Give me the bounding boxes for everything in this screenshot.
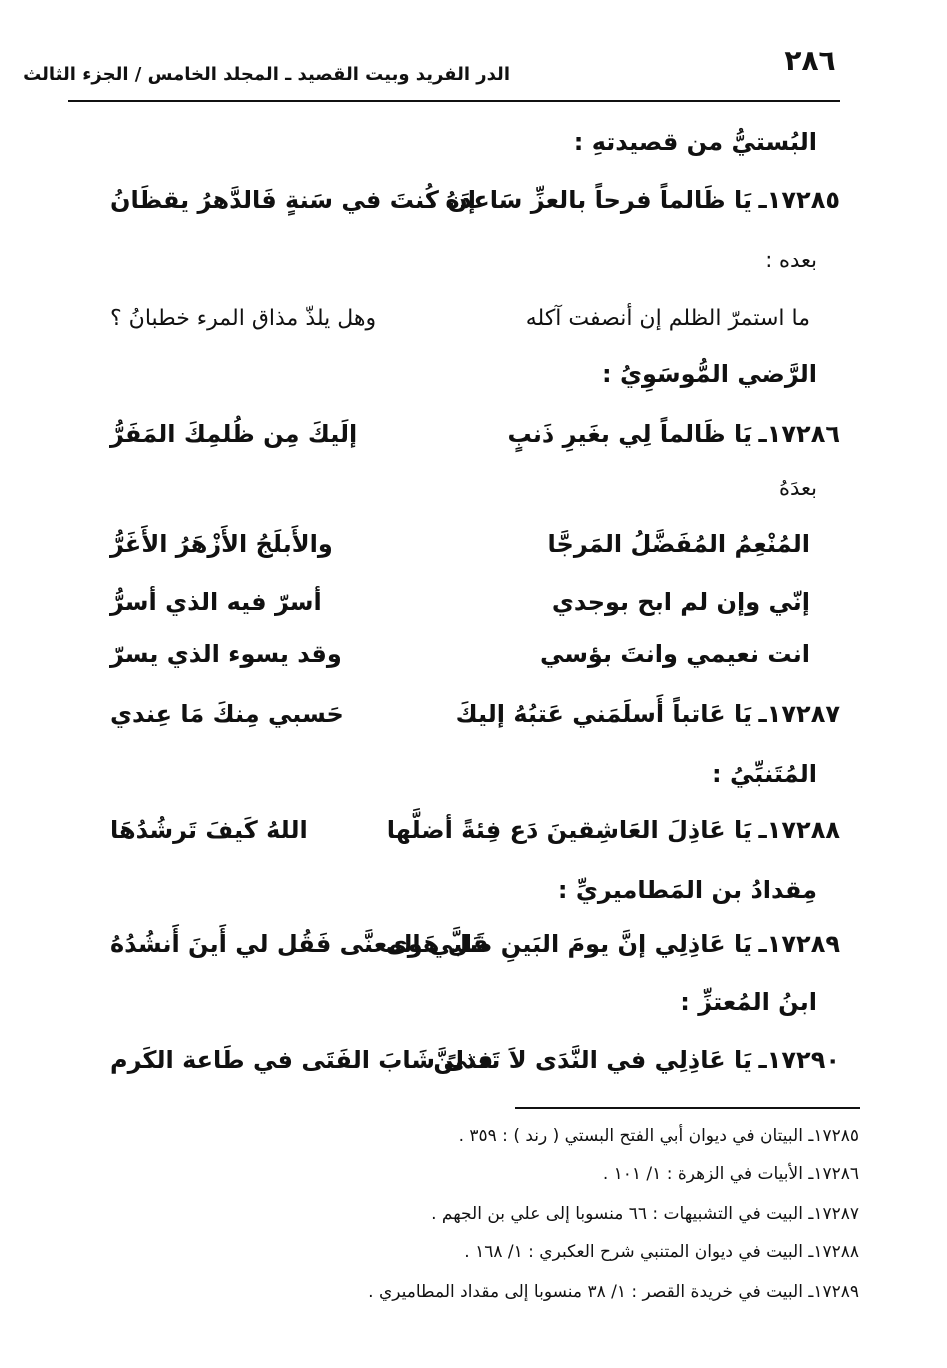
verse-17287	[100, 700, 840, 740]
verse-number: ١٧٢٨٩ـ	[758, 930, 840, 958]
footnote-rule	[515, 1107, 860, 1109]
verse-second-hemistich: إلَيكَ مِن ظُلمِكَ المَفَرُّ	[110, 420, 358, 448]
verse-first-hemistich: انت نعيمي وانتَ بؤسي	[540, 640, 810, 668]
page-number: ٢٨٦	[784, 44, 836, 77]
running-title: الدر الفريد وبيت القصيد ـ المجلد الخامس / الجزء الثالث	[23, 64, 510, 85]
verse-second-hemistich: أسرّ فيه الذي أسرُّ	[110, 588, 322, 616]
verse-second-hemistich: حَسبي مِنكَ مَا عِندي	[110, 700, 344, 728]
poet-intro-ibn-mutazz: ابنُ المُعتزِّ :	[680, 988, 817, 1016]
poet-intro-radi: الرَّضي المُّوسَوِيُ :	[602, 360, 817, 388]
verse-number: ١٧٢٨٥ـ	[758, 186, 840, 214]
verse-first-hemistich: يَا عَاتباً أَسلَمَني عَتبُهُ إليكَ	[455, 700, 752, 728]
verse-17286-line-2	[100, 530, 840, 570]
verse-number: ١٧٢٨٨ـ	[758, 816, 840, 844]
verse-first-hemistich: يَا عَاذِلِي إنَّ يومَ البَينِ ضَلَّ هَوى	[385, 930, 752, 958]
verse-17290	[100, 1046, 840, 1086]
verse-first-hemistich: يَا ظَالماً فرحاً بالعزِّ سَاعدَهُ	[445, 186, 752, 214]
poet-intro-busti: البُستيُّ من قصيدتهِ :	[573, 128, 817, 156]
footnote-17289: ١٧٢٨٩ـ البيت في خريدة القصر : ١/ ٣٨ منسوبا إلى مقداد المطاميري .	[368, 1282, 859, 1302]
verse-first-hemistich: يَا ظَالماً لِي بغَيرِ ذَنبٍ	[507, 420, 752, 448]
poet-intro-miqdad: مِقدادُ بن المَطاميريِّ :	[557, 876, 817, 904]
verse-first-hemistich: ما استمرّ الظلم إن أنصفت آكله	[525, 306, 810, 331]
verse-second-hemistich: إن كُنتَ في سَنةٍ فَالدَّهرُ يقظَانُ	[110, 186, 476, 214]
verse-second-hemistich: قَلبي المعنَّى فَقُل لي أَينَ أَنشُدُهُ	[110, 930, 489, 958]
verse-17285	[100, 186, 840, 226]
verse-number: ١٧٢٩٠ـ	[758, 1046, 840, 1074]
verse-number: ١٧٢٨٦ـ	[758, 420, 840, 448]
footnote-17287: ١٧٢٨٧ـ البيت في التشبيهات : ٦٦ منسوبا إلى علي بن الجهم .	[431, 1204, 859, 1224]
footnote-17286: ١٧٢٨٦ـ الأبيات في الزهرة : ١/ ١٠١ .	[602, 1164, 859, 1184]
verse-second-hemistich: وهل يلذّ مذاق المرء خطبانُ ؟	[110, 306, 377, 331]
verse-second-hemistich: وقد يسوء الذي يسرّ	[110, 640, 342, 668]
verse-second-hemistich: اللهُ كَيفَ تَرشُدُهَا	[110, 816, 308, 844]
after-label: بعده :	[765, 248, 817, 272]
verse-17289	[100, 930, 840, 970]
header-rule	[68, 100, 840, 102]
verse-17288	[100, 816, 840, 856]
verse-first-hemistich: يَا عَاذِلَ العَاشِقينَ دَع فِئةً أضلَّها	[386, 816, 752, 844]
verse-17286	[100, 420, 840, 460]
verse-second-hemistich: فتىً شَابَ الفَتَى في طَاعة الكَرم	[110, 1046, 494, 1074]
verse-17286-line-3	[100, 588, 840, 628]
footnote-17285: ١٧٢٨٥ـ البيتان في ديوان أبي الفتح البستي ( رند ) : ٣٥٩ .	[458, 1126, 859, 1146]
footnote-17288: ١٧٢٨٨ـ البيت في ديوان المتنبي شرح العكبري : ١/ ١٦٨ .	[464, 1242, 859, 1262]
poet-intro-mutanabbi: المُتَنبِّيُ :	[712, 760, 817, 788]
verse-first-hemistich: يَا عَاذِلِي في النَّدَى لاَ تَعذلنَّ	[433, 1046, 752, 1074]
verse-first-hemistich: إنّي وإن لم ابح بوجدي	[551, 588, 810, 616]
verse-17285-continuation	[100, 306, 840, 346]
verse-second-hemistich: والأَبلَجُ الأَزْهَرُ الأَغَرُّ	[110, 530, 333, 558]
after-label: بعدَهُ	[778, 476, 817, 500]
verse-number: ١٧٢٨٧ـ	[758, 700, 840, 728]
verse-17286-line-4	[100, 640, 840, 680]
verse-first-hemistich: المُنْعِمُ المُفَضَّلُ المَرجَّا	[547, 530, 810, 558]
